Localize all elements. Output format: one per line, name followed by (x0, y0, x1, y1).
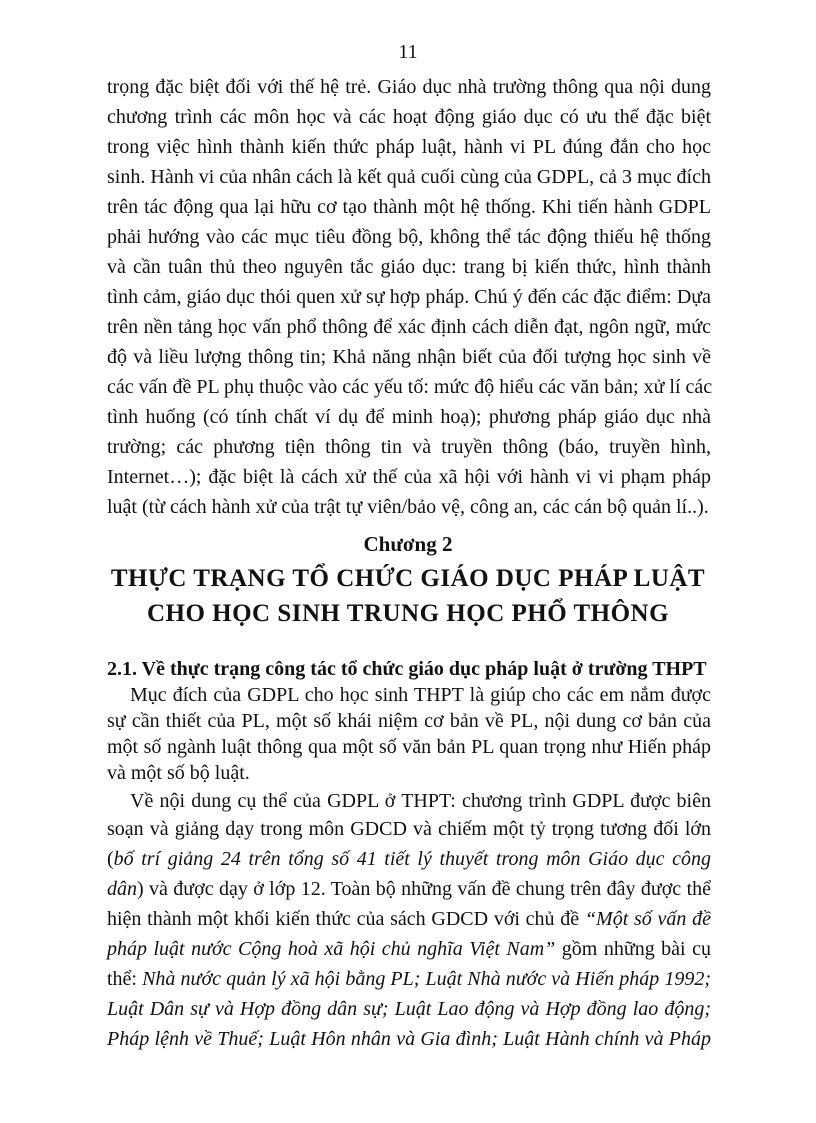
text-line (107, 876, 711, 902)
text-line: độ và liều lượng thông tin; Khả năng nhận biết của đối tượng học sinh về (107, 346, 711, 368)
text-run: gồm những bài cụ (555, 938, 711, 960)
chapter-label: Chương 2 (363, 532, 453, 556)
text-line (107, 936, 711, 962)
text-line: sự cần thiết của PL, một số khái niệm cơ bản về PL, nội dung cơ bản của (107, 710, 711, 732)
text-line: Về nội dung cụ thể của GDPL ở THPT: chương trình GDPL được biên (130, 790, 711, 812)
italic-text-run: Nhà nước quản lý xã hội bằng PL; Luật Nhà nước và Hiến pháp 1992; (142, 968, 711, 990)
italic-text-run: bố trí giảng 24 trên tổng số 41 tiết lý thuyết trong môn Giáo dục công (113, 848, 711, 870)
text-line: soạn và giảng dạy trong môn GDCD và chiếm một tỷ trọng tương đối lớn (107, 818, 711, 840)
text-line: chương trình các môn học và các hoạt động giáo dục có ưu thế đặc biệt (107, 106, 711, 128)
text-run: ( (107, 848, 114, 870)
text-line: trên tác động qua lại hữu cơ tạo thành một hệ thống. Khi tiến hành GDPL (107, 196, 711, 218)
page-number: 11 (398, 41, 418, 63)
text-line: trong việc hình thành kiến thức pháp luật, hành vi PL đúng đắn cho học (107, 136, 711, 158)
text-line: một số ngành luật thông qua một số văn bản PL quan trọng như Hiến pháp (107, 736, 711, 758)
text-line: trọng đặc biệt đối với thế hệ trẻ. Giáo dục nhà trường thông qua nội dung (107, 76, 711, 98)
text-line: Luật Dân sự và Hợp đồng dân sự; Luật Lao động và Hợp đồng lao động; (107, 998, 711, 1020)
section-heading: 2.1. Về thực trạng công tác tổ chức giáo dục pháp luật ở trường THPT (107, 658, 707, 680)
text-line: và cần tuân thủ theo nguyên tắc giáo dục: trang bị kiến thức, hình thành (107, 256, 711, 278)
chapter-title-line-1: THỰC TRẠNG TỔ CHỨC GIÁO DỤC PHÁP LUẬT (110, 565, 706, 592)
text-line: luật (từ cách hành xử của trật tự viên/bảo vệ, công an, các cán bộ quản lí..). (107, 496, 709, 518)
italic-text-run: “Một số vấn đề (584, 908, 711, 930)
italic-text-run: dân (107, 878, 137, 900)
text-line (107, 846, 711, 872)
text-line: tình cảm, giáo dục thói quen xử sự hợp pháp. Chú ý đến các đặc điểm: Dựa (107, 286, 711, 308)
italic-text-run: pháp luật nước Cộng hoà xã hội chủ nghĩa Việt Nam” (107, 938, 556, 960)
text-line (107, 906, 711, 932)
text-line: các vấn đề PL phụ thuộc vào các yếu tố: mức độ hiểu các văn bản; xử lí các (107, 376, 713, 398)
text-line: Internet…); đặc biệt là cách xử thế của xã hội với hành vi vi phạm pháp (107, 466, 711, 488)
chapter-title-line-2: CHO HỌC SINH TRUNG HỌC PHỔ THÔNG (146, 600, 670, 627)
text-line: trên nền tảng học vấn phổ thông để xác định cách diễn đạt, ngôn ngữ, mức (107, 316, 711, 338)
text-line: Pháp lệnh về Thuế; Luật Hôn nhân và Gia đình; Luật Hành chính và Pháp (107, 1028, 711, 1050)
text-line (107, 966, 711, 992)
text-run: thể: (107, 968, 143, 990)
text-line: sinh. Hành vi của nhân cách là kết quả cuối cùng của GDPL, cả 3 mục đích (107, 166, 711, 188)
text-line: và một số bộ luật. (107, 762, 250, 784)
text-run: hiện thành một khối kiến thức của sách GDCD với chủ đề (107, 908, 585, 930)
text-line: tình huống (có tính chất ví dụ để minh hoạ); phương pháp giáo dục nhà (107, 406, 711, 428)
text-line: trường; các phương tiện thông tin và truyền thông (báo, truyền hình, (107, 436, 711, 458)
text-run: ) và được dạy ở lớp 12. Toàn bộ những vấn đề chung trên đây được thể (137, 878, 711, 900)
text-line: Mục đích của GDPL cho học sinh THPT là giúp cho các em nắm được (130, 684, 711, 706)
text-line: phải hướng vào các mục tiêu đồng bộ, không thể tác động thiếu hệ thống (107, 226, 711, 248)
